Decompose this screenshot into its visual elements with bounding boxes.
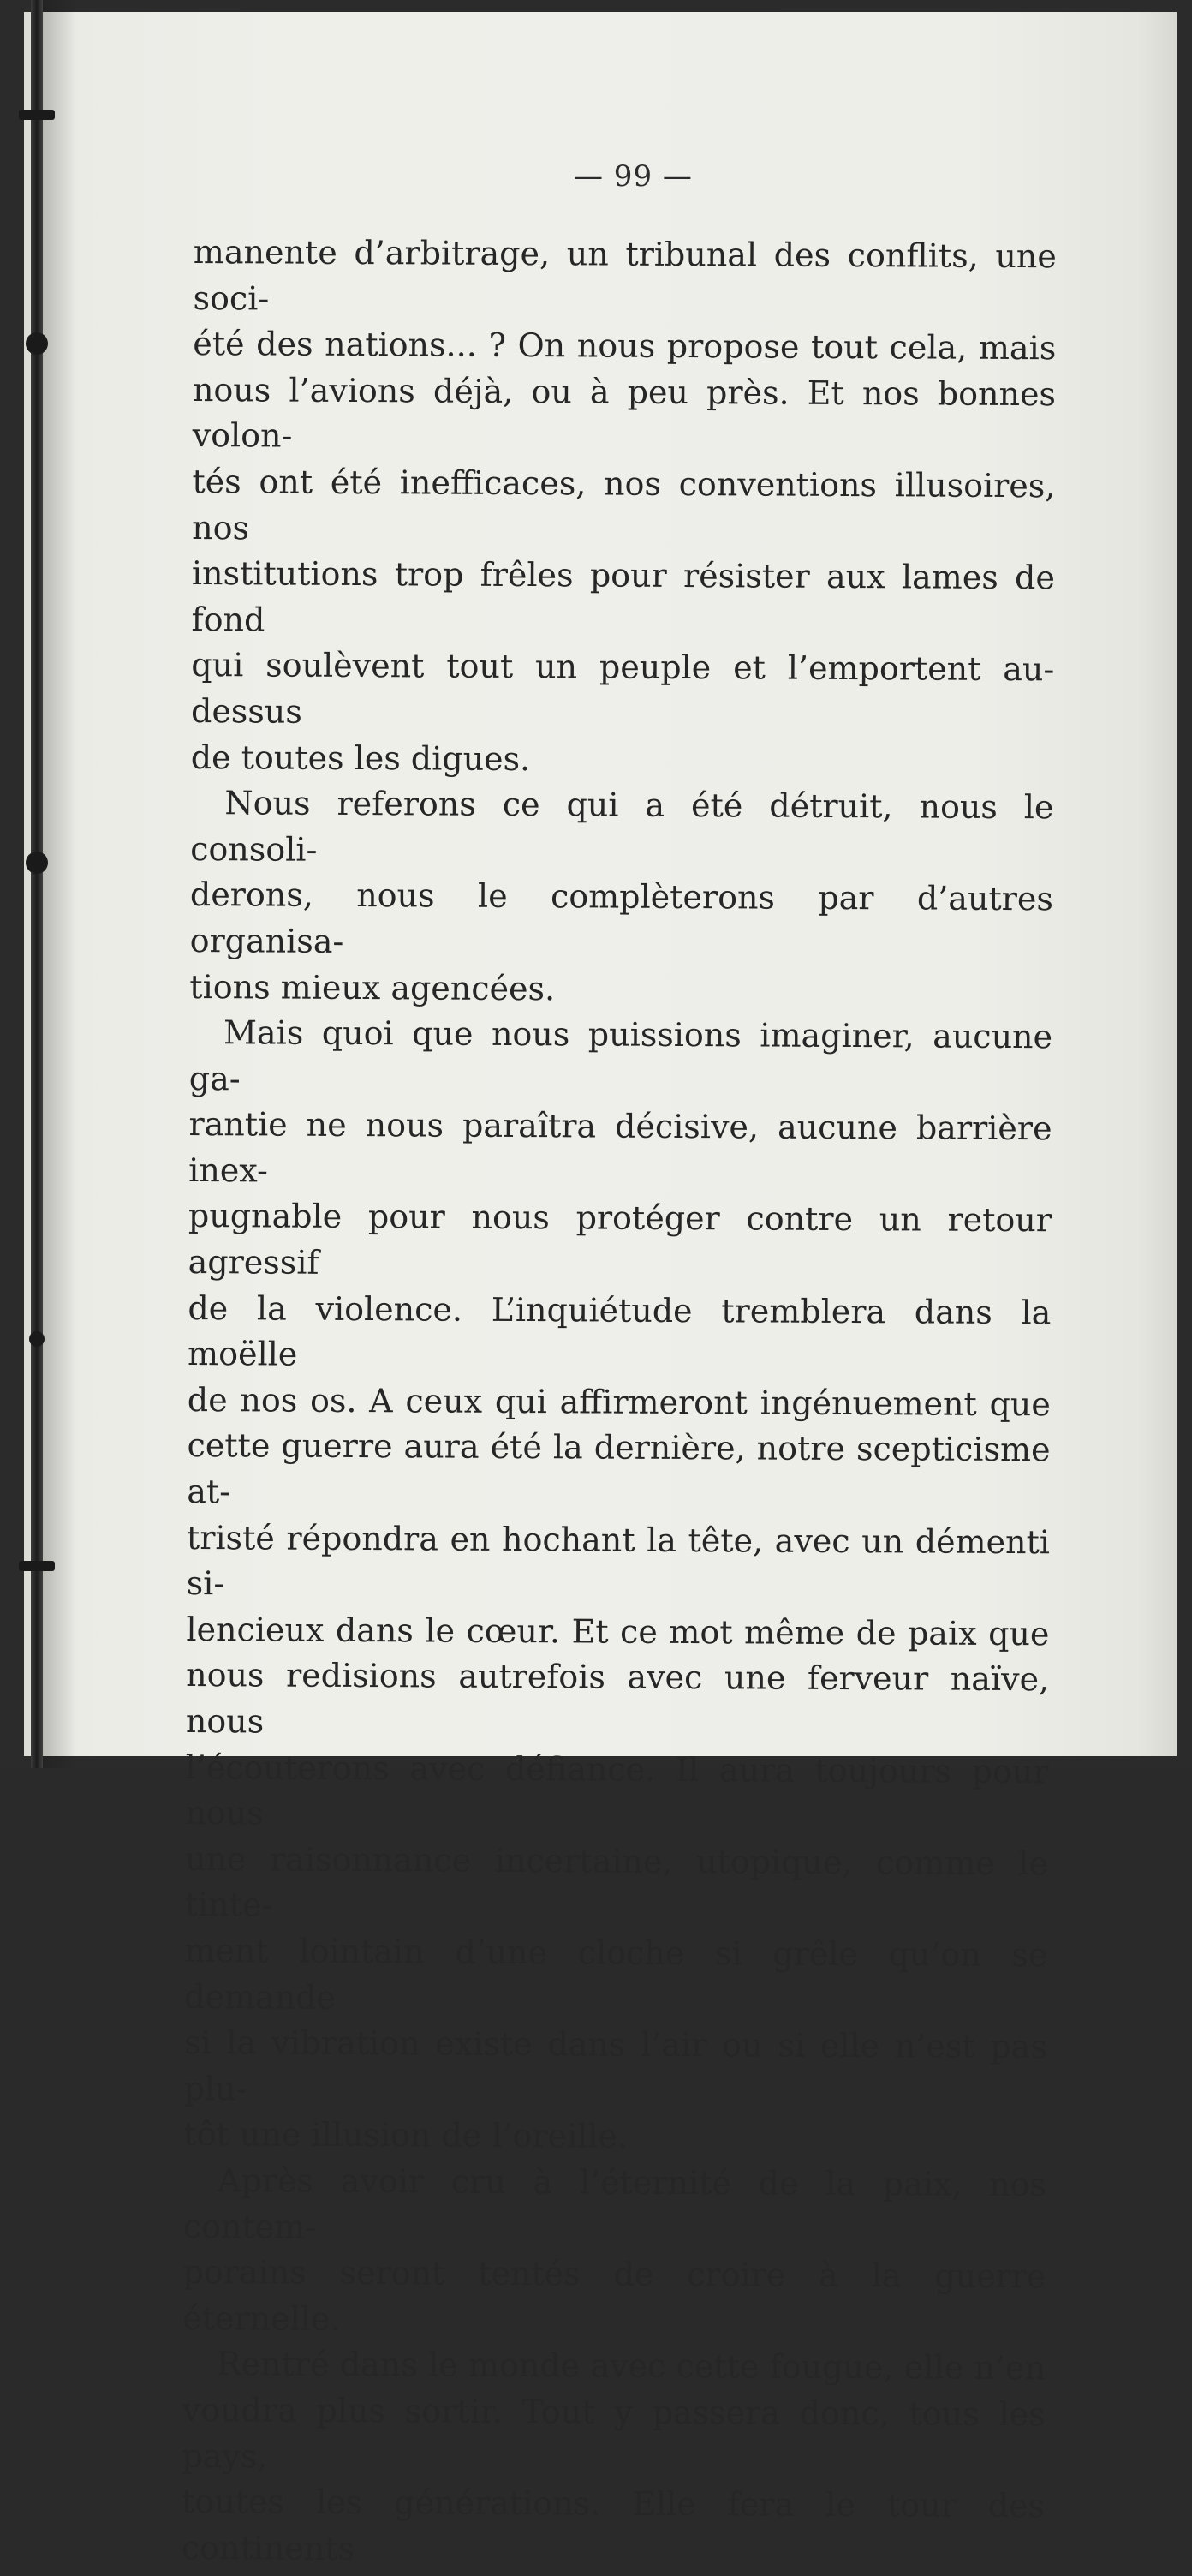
text-line: pugnable pour nous protéger contre un retour agressif bbox=[188, 1197, 1052, 1282]
text-line: cette guerre aura été la dernière, notre scepticisme at- bbox=[187, 1426, 1051, 1511]
binding-shadow bbox=[43, 0, 77, 1768]
text-line: de toutes les digues. bbox=[190, 738, 531, 778]
text-line: l’écouterons avec défiance. Il aura toujours pour nous bbox=[185, 1748, 1049, 1832]
binding-knot bbox=[26, 332, 48, 355]
text-line: de la violence. L’inquiétude tremblera dans la moëlle bbox=[188, 1288, 1052, 1373]
text-line: qui soulèvent tout un peuple et l’emportent au-dessus bbox=[190, 646, 1055, 731]
text-line: si la vibration existe dans l’air ou si elle n’est pas plu- bbox=[183, 2023, 1048, 2108]
text-line: Rentré dans le monde avec cette fougue, elle n’en bbox=[216, 2345, 1046, 2388]
text-line: été des nations... ? On nous propose tout cela, mais bbox=[193, 325, 1057, 368]
text-line: toutes les générations. Elle fera le tour des continents bbox=[181, 2483, 1046, 2567]
text-line: tés ont été inefficaces, nos conventions illusoires, nos bbox=[192, 462, 1056, 547]
text-line: rantie ne nous paraîtra décisive, aucune barrière inex- bbox=[188, 1105, 1052, 1190]
text-line: tristé répondra en hochant la tête, avec un démenti si- bbox=[186, 1518, 1051, 1603]
text-line: une raisonnance incertaine, utopique, comme le tinte- bbox=[184, 1839, 1049, 1924]
text-line: Nous referons ce qui a été détruit, nous le consoli- bbox=[190, 784, 1054, 869]
text-line: nous l’avions déjà, ou à peu près. Et nos bonnes volon- bbox=[192, 370, 1057, 455]
text-line: derons, nous le complèterons par d’autres organisa- bbox=[189, 876, 1054, 960]
text-line: manente d’arbitrage, un tribunal des conflits, une soci- bbox=[193, 232, 1057, 318]
text-line: tions mieux agencées. bbox=[189, 967, 556, 1007]
text-line: ment lointain d’une cloche si grêle qu’on se demande bbox=[184, 1931, 1048, 2017]
binding-clip bbox=[19, 110, 55, 120]
text-line: Mais quoi que nous puissions imaginer, aucune ga- bbox=[188, 1013, 1053, 1097]
text-line: de nos os. A ceux qui affirmeront ingénuement que bbox=[187, 1380, 1051, 1424]
text-line: nous redisions autrefois avec une ferveur naïve, nous bbox=[185, 1656, 1050, 1741]
page-number: — 99 — bbox=[574, 159, 693, 194]
binding-knot bbox=[26, 852, 48, 874]
binding-thread bbox=[31, 0, 43, 1768]
binding-knot bbox=[29, 1331, 45, 1347]
text-line: institutions trop frêles pour résister aux lames de fond bbox=[191, 554, 1056, 639]
text-line: Après avoir cru à l’éternité de la paix, nos contem- bbox=[182, 2161, 1047, 2246]
body-text bbox=[182, 230, 1057, 2576]
text-line: lencieux dans le cœur. Et ce mot même de paix que bbox=[186, 1610, 1050, 1653]
text-line: tôt une illusion de l’oreille. bbox=[183, 2115, 629, 2156]
text-line: porains seront tentés de croire à la guerre éternelle. bbox=[182, 2253, 1046, 2338]
text-line: voudra plus sortir. Tout y passera donc, tous les pays, bbox=[182, 2390, 1046, 2475]
binding-clip bbox=[19, 1561, 55, 1571]
